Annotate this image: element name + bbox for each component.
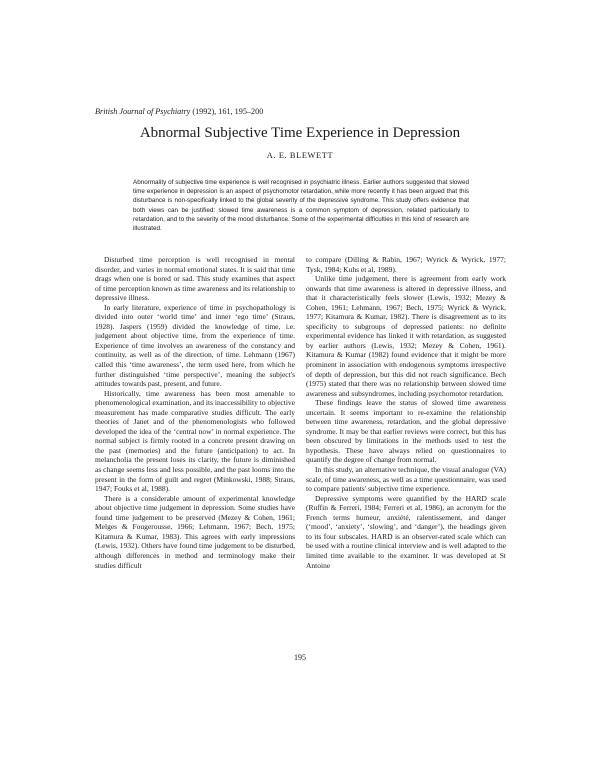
article-title: Abnormal Subjective Time Experience in Depression — [139, 125, 461, 141]
paragraph: These findings leave the status of slowed time awareness uncertain. It seems important to re-examine the relationship between time awareness, retardation, and the global depressive syndrome. It may be that earlier reviews were correct, but this has been obscured by limitations in the methods used to test the hypothesis. These have always relied on questionnaires to quantify the degree of change from normal. — [306, 398, 506, 465]
journal-name: British Journal of Psychiatry — [95, 107, 191, 116]
paragraph: In early literature, experience of time in psychopathology is divided into outer ‘world time’ and inner ‘ego time’ (Straus, 1928). Jaspers (1959) divided the knowledge of time, i.e. judgement about objective time, from the experience of time. Experience of time involves an awareness of the constancy and continuity, as well as of the direction, of time. Lehmann (1967) called this ‘time awareness’, the term used here, from which he further distinguished ‘time perspective’, meaning the subject's attitudes towards past, present, and future. — [95, 302, 295, 389]
paragraph: Disturbed time perception is well recognised in mental disorder, and varies in normal emotional states. It is said that time drags when one is bored or sad. This study examines that aspect of time perception known as time awareness and its relationship to depressive illness. — [95, 255, 295, 303]
journal-citation — [95, 107, 263, 117]
abstract: Abnormality of subjective time experience is well recognised in psychiatric illness. Earlier authors suggested that slowed time experience in depression is an aspect of psychomotor retardation, while more recently it has been argued that this disturbance is non-specifically linked to the global severity of the depressive syndrome. This study offers evidence that both views can be justified: slowed time awareness is a common symptom of depression, related particularly to retardation, and to the severity of the mood disturbance. Some of the experimental difficulties in this kind of research are illustrated. — [133, 179, 469, 233]
body-column-left — [95, 255, 295, 570]
body-column-right — [306, 255, 506, 570]
paragraph: Unlike time judgement, there is agreement from early work onwards that time awareness is altered in depressive illness, and that it characteristically feels slower (Lewis, 1932; Mezey & Cohen, 1961; Lehmann, 1967; Bech, 1975; Wyrick & Wyrick, 1977; Kitamura & Kumar, 1982). There is disagreement as to its specificity to subgroups of depressed patients: no definite experimental evidence has linked it with retardation, as suggested by earlier authors (Lewis, 1932; Mezey & Cohen, 1961). Kitamura & Kumar (1982) found evidence that it might be more prominent in association with endogenous symptoms irrespective of depth of depression, but this did not reach significance. Bech (1975) stated that there was no relationship between slowed time awareness and subsyndromes, including psychomotor retardation. — [306, 274, 506, 398]
paragraph: In this study, an alternative technique, the visual analogue (VA) scale, of time awareness, as well as a time questionnaire, was used to compare patients' subjective time experience. — [306, 465, 506, 494]
page-number: 195 — [294, 653, 306, 662]
paragraph: There is a considerable amount of experimental knowledge about objective time judgement in depression. Some studies have found time judgement to be preserved (Mezey & Cohen, 1961; Melges & Fougerousse, 1966; Lehmann, 1967; Bech, 1975; Kitamura & Kumar, 1983). This agrees with early impressions (Lewis, 1932). Others have found time judgement to be disturbed, although differences in method and terminology make their studies difficult — [95, 493, 295, 570]
author-name: A. E. BLEWETT — [266, 151, 334, 160]
citation-details: (1992), 161, 195–200 — [190, 107, 264, 116]
paragraph: Historically, time awareness has been most amenable to phenomenological examination, and its inaccessibility to objective measurement has made comparative studies difficult. The early theories of Janet and of the phenomenologists who followed developed the idea of the ‘central now’ in normal experience. The normal subject is firmly rooted in a concrete present drawing on the past (memories) and the future (anticipation) to act. In melancholia the present loses its clarity, the future is diminished as change seems less and less possible, and the past looms into the present in the form of guilt and regret (Minkowski, 1988; Straus, 1947; Fouks et al, 1988). — [95, 388, 295, 494]
paragraph: to compare (Dilling & Rabin, 1967; Wyrick & Wyrick, 1977; Tysk, 1984; Kuhs et al, 1989). — [306, 255, 506, 274]
paragraph: Depressive symptoms were quantified by the HARD scale (Ruffin & Ferreri, 1984; Ferreri et al, 1986), an acronym for the French terms humeur, anxiété, ralentissement, and danger (‘mood’, ‘anxiety’, ‘slowing’, and ‘danger’), the headings given to its four subscales. HARD is an observer-rated scale which can be used with a routine clinical interview and is well adapted to the limited time available to the examiner. It was developed at St Antoine — [306, 493, 506, 570]
